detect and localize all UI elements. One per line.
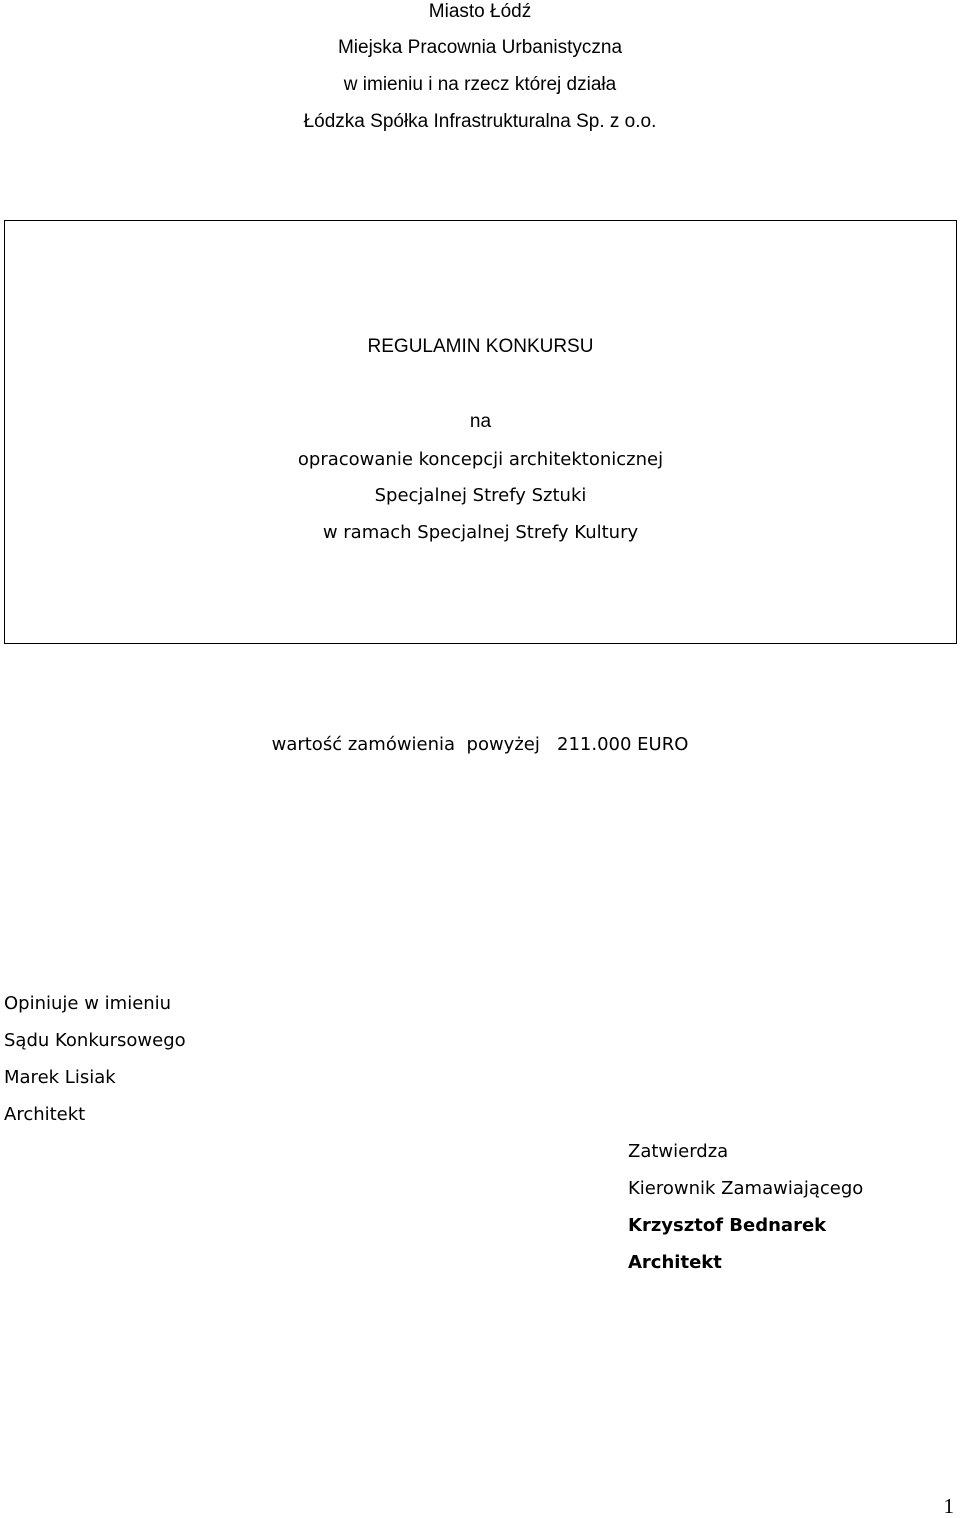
approval-position: Kierownik Zamawiającego <box>628 1178 864 1199</box>
opinion-label: Opiniuje w imieniu <box>4 993 172 1014</box>
header-company: Łódzka Spółka Infrastrukturalna Sp. z o.o. <box>303 111 657 132</box>
header-office: Miejska Pracownia Urbanistyczna <box>337 37 623 58</box>
page-number: 1 <box>943 1494 954 1518</box>
approval-label: Zatwierdza <box>628 1141 729 1162</box>
document-title: REGULAMIN KONKURSU <box>367 336 594 357</box>
title-line-2: Specjalnej Strefy Sztuki <box>374 485 587 506</box>
opinion-name: Marek Lisiak <box>4 1067 116 1088</box>
approval-role: Architekt <box>628 1252 722 1273</box>
order-value: wartość zamówienia powyżej 211.000 EURO <box>271 734 689 755</box>
title-line-1: opracowanie koncepcji architektonicznej <box>297 449 664 470</box>
title-box <box>4 220 957 644</box>
title-na: na <box>469 411 492 432</box>
header-city: Miasto Łódź <box>428 1 532 22</box>
opinion-court: Sądu Konkursowego <box>4 1030 186 1051</box>
title-line-3: w ramach Specjalnej Strefy Kultury <box>322 522 639 543</box>
opinion-role: Architekt <box>4 1104 86 1125</box>
header-on-behalf: w imieniu i na rzecz której działa <box>343 74 617 95</box>
approval-name: Krzysztof Bednarek <box>628 1215 827 1236</box>
